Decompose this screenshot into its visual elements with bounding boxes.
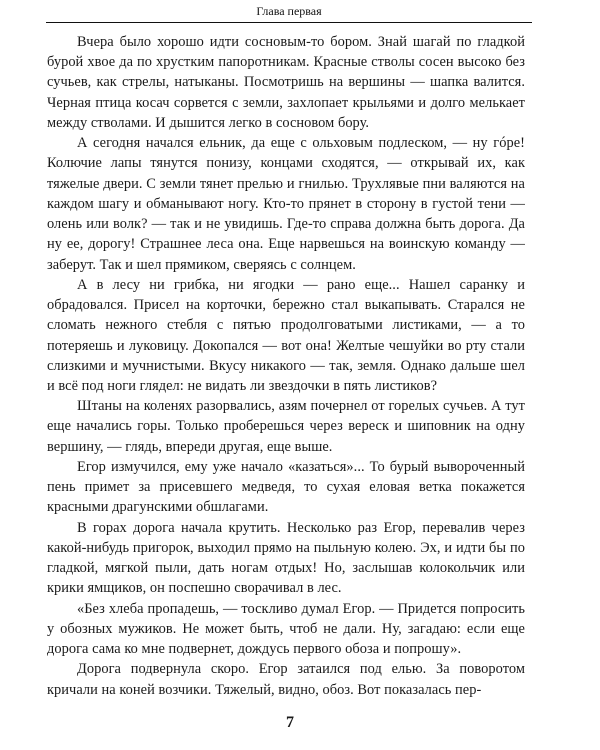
paragraph-2: А сегодня начался ельник, да еще с ольховым подлеском, — ну гóре! Колючие лапы тянутся понизу, концами сходятся, — открывай их, как тяжелые двери. С земли тянет прелью и гнилью. Трухлявые пни валяются на каждом шагу и обманывают ногу. Кто-то прянет в сторону в густой тени — олень или волк? — так и не увидишь. Где-то справа должна быть дорога. Да ну ее, дорогу! Страшнее леса она. Еще нарвешься на воинскую команду — заберут. Так и шел прямиком, сверяясь с солнцем. [47, 135, 525, 273]
paragraph-5: Егор измучился, ему уже начало «казаться»... То бурый вывороченный пень примет за присевшего медведя, то сухая еловая ветка покажется красными драгунскими обшлагами. [47, 458, 525, 516]
paragraph-3: А в лесу ни грибка, ни ягодки — рано еще... Нашел саранку и обрадовался. Присел на корточки, бережно стал выкапывать. Старался не сломать нежного стебля с пятью продолговатыми листиками, — а то потеряешь и луковицу. Докопался — вот она! Желтые чешуйки во рту стали слизкими и мучнистыми. Вкусу никакого — так, земля. Однако дальше шел и всё под ноги глядел: не видать ли звездочки в пять листиков? [47, 276, 525, 394]
chapter-title: Глава первая [256, 4, 322, 18]
running-header [46, 0, 532, 22]
paragraph-7: «Без хлеба пропадешь, — тоскливо думал Егор. — Придется попросить у обозных мужиков. Не может быть, чтоб не дали. Ну, загадаю: если еще дорога сама ко мне подвернет, дождусь первого обоза и попрошу». [47, 600, 525, 658]
page-number: 7 [286, 714, 294, 731]
body-text [47, 32, 525, 700]
paragraph-4: Штаны на коленях разорвались, азям почернел от горелых сучьев. А тут еще начались горы. Только проберешься через вереск и шиповник на одну вершину, — глядь, впереди другая, еще выше. [47, 398, 525, 455]
paragraph-8: Дорога подвернула скоро. Егор затаился под елью. За поворотом кричали на коней возчики. Тяжелый, видно, обоз. Вот показалась пер- [47, 661, 525, 698]
header-rule [46, 22, 532, 23]
paragraph-6: В горах дорога начала крутить. Несколько раз Егор, перевалив через какой-нибудь пригорок, выходил прямо на пыльную колею. Эх, и идти бы по гладкой, мягкой пыли, дать ногам отдых! Но, заслышав колокольчик или крики ямщиков, он поспешно сворачивал в лес. [47, 519, 525, 597]
paragraph-1: Вчера было хорошо идти сосновым-то бором. Знай шагай по гладкой бурой хвое да по хрустким папоротникам. Красные стволы сосен высоко без сучьев, как стрелы, натыканы. Посмотришь на вершины — шапка валится. Черная птица косач сорвется с земли, захлопает крыльями и долго мелькает между стволами. И дышится легко в сосновом бору. [47, 34, 525, 131]
